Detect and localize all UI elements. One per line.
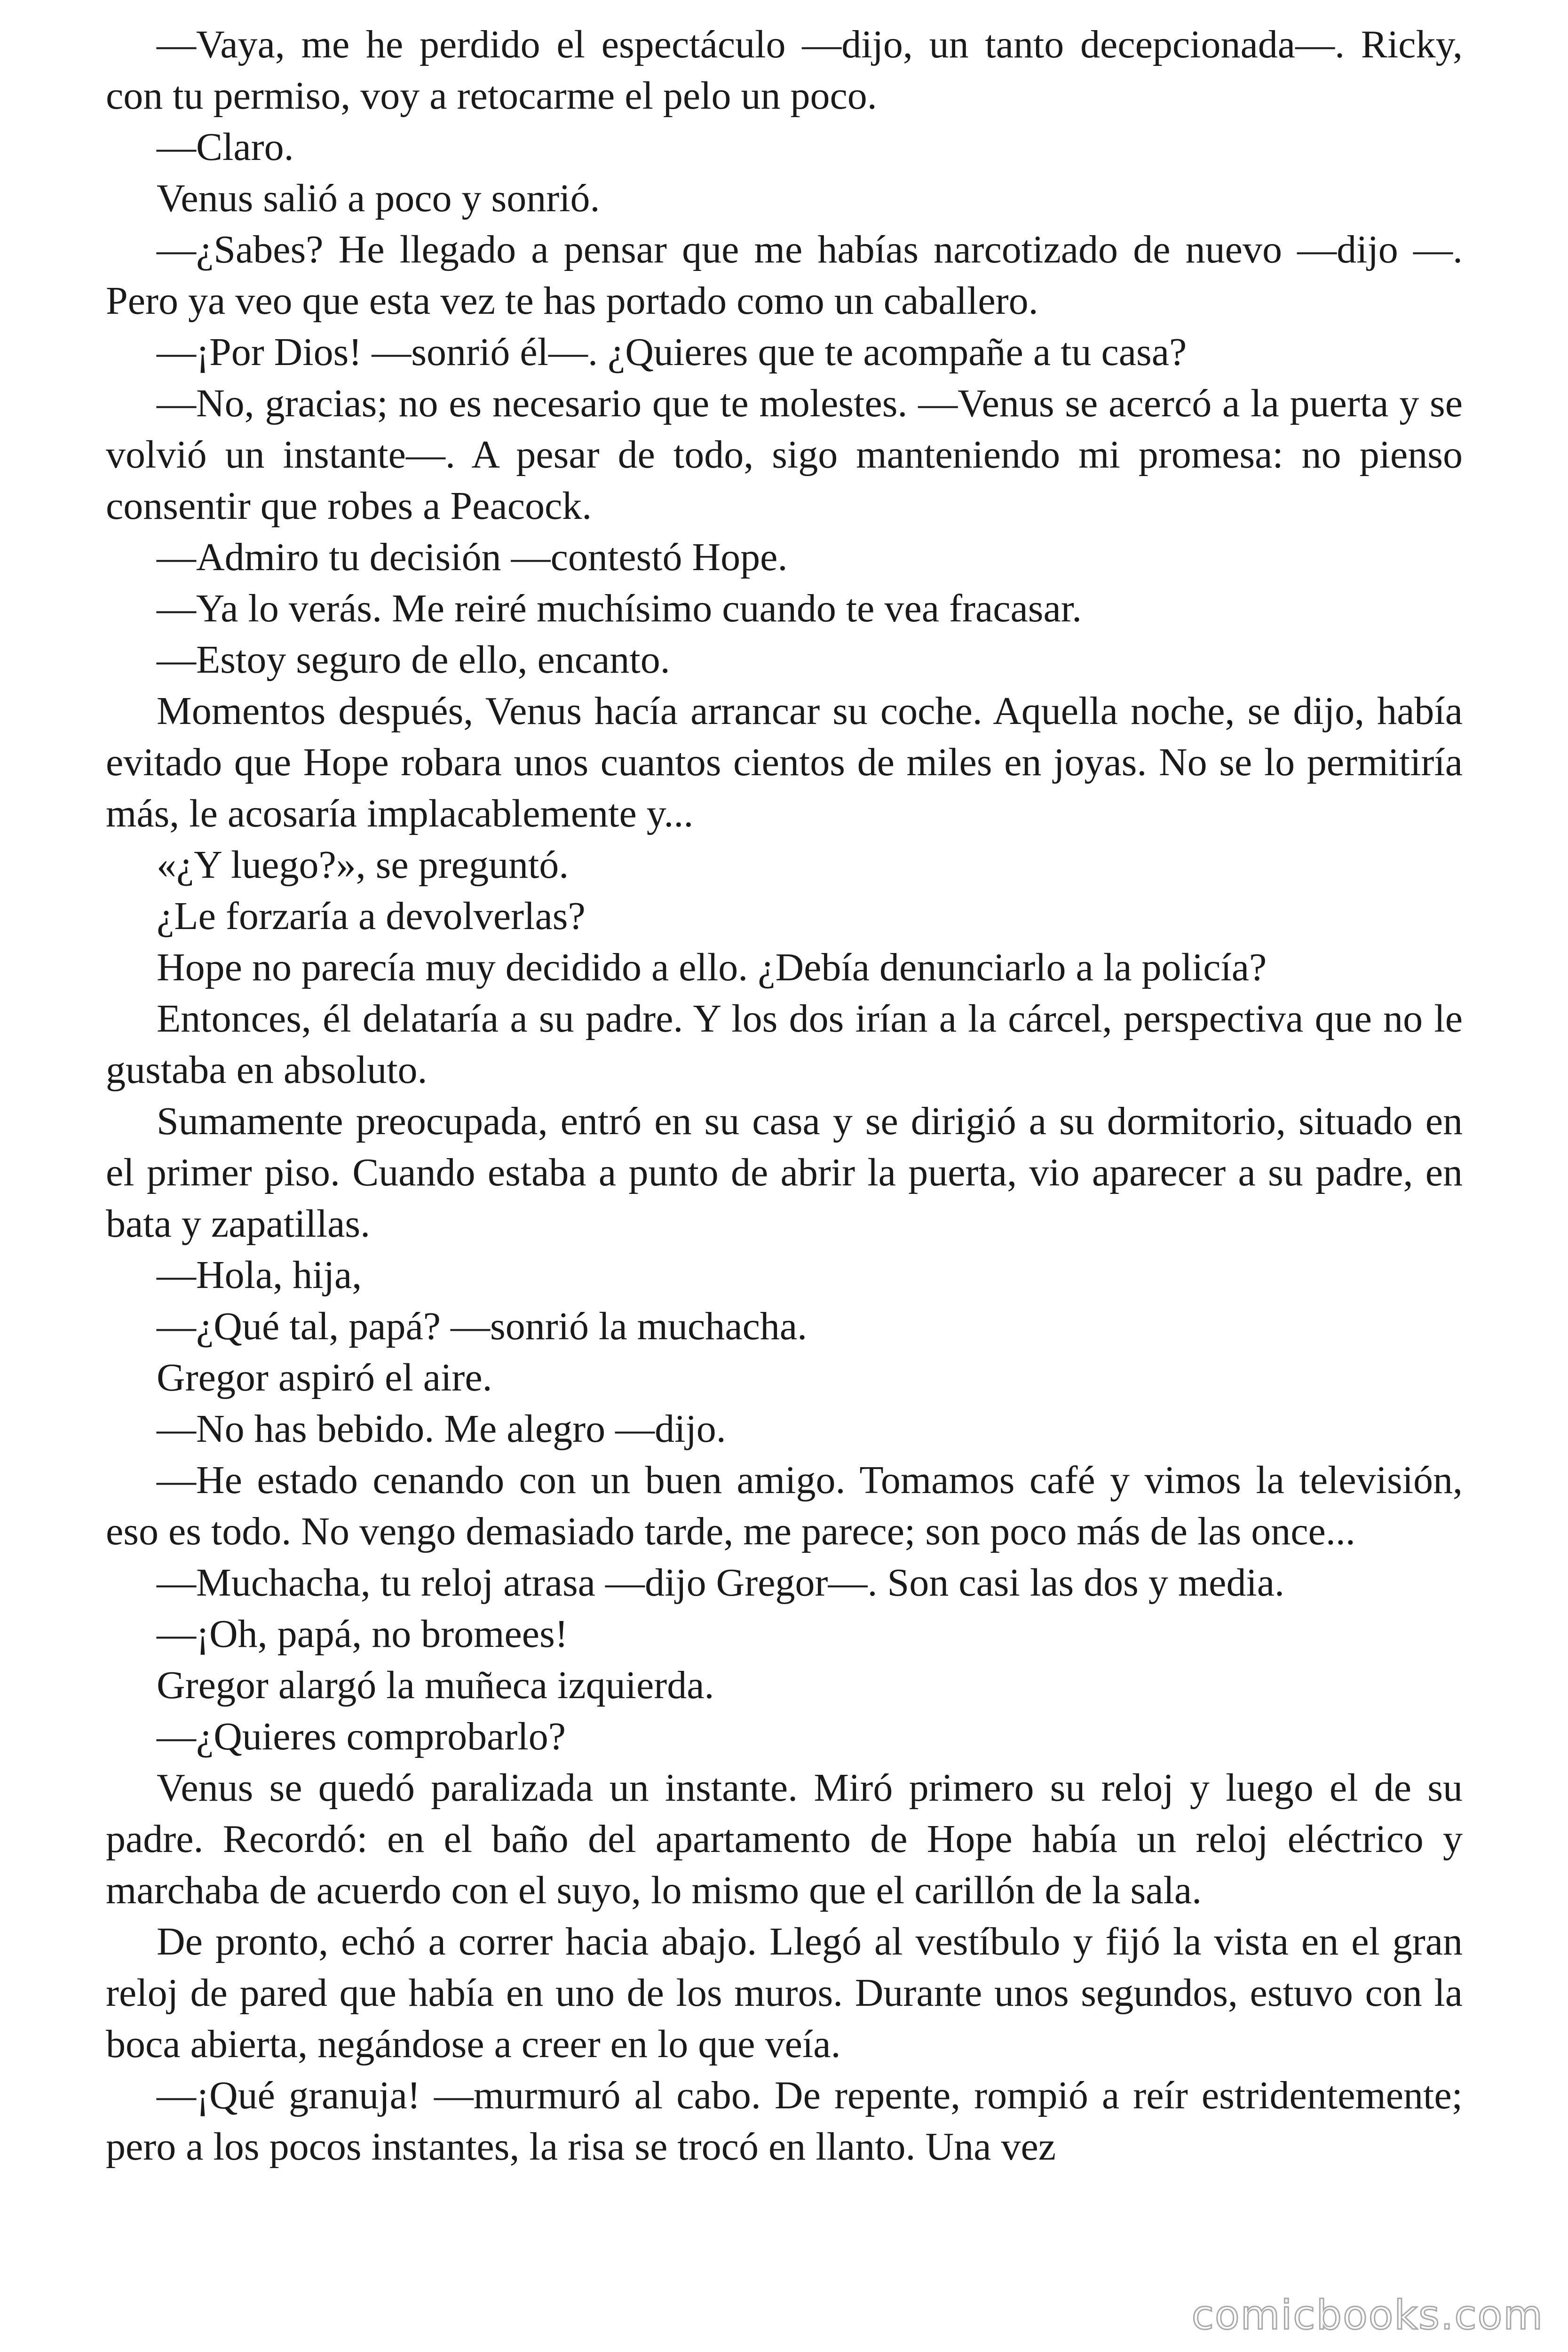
paragraph: Gregor alargó la muñeca izquierda.	[157, 1663, 714, 1707]
paragraph: —¿Qué tal, papá? —sonrió la muchacha.	[157, 1304, 808, 1348]
paragraph: —Vaya, me he perdido el espectáculo —dijo, un tanto decepcionada—. Ricky, con tu permiso, voy a retocarme el pelo un poco.	[106, 23, 1463, 118]
paragraph: Sumamente preocupada, entró en su casa y se dirigió a su dormitorio, situado en el primer piso. Cuando estaba a punto de abrir la puerta, vio aparecer a su padre, en bata y zapatillas.	[106, 1099, 1463, 1246]
paragraph: —¡Por Dios! —sonrió él—. ¿Quieres que te acompañe a tu casa?	[157, 330, 1187, 374]
paragraph: Venus se quedó paralizada un instante. Miró primero su reloj y luego el de su padre. Recordó: en el baño del apartamento de Hope había un reloj eléctrico y marchaba de acuerdo con el suyo, lo mismo que el carillón de la sala.	[106, 1766, 1463, 1912]
paragraph: «¿Y luego?», se preguntó.	[157, 843, 569, 887]
paragraph: —He estado cenando con un buen amigo. Tomamos café y vimos la televisión, eso es todo. No vengo demasiado tarde, me parece; son poco más de las once...	[106, 1458, 1463, 1553]
paragraph: —No, gracias; no es necesario que te molestes. —Venus se acercó a la puerta y se volvió un instante—. A pesar de todo, sigo manteniendo mi promesa: no pienso consentir que robes a Peacock.	[106, 381, 1463, 528]
paragraph: —¿Quieres comprobarlo?	[157, 1715, 566, 1758]
paragraph: —¡Qué granuja! —murmuró al cabo. De repente, rompió a reír estridentemente; pero a los pocos instantes, la risa se trocó en llanto. Una vez	[106, 2074, 1463, 2169]
paragraph: —Ya lo verás. Me reiré muchísimo cuando te vea fracasar.	[157, 587, 1082, 630]
paragraph: Entonces, él delataría a su padre. Y los dos irían a la cárcel, perspectiva que no le gustaba en absoluto.	[106, 997, 1463, 1092]
paragraph: Hope no parecía muy decidido a ello. ¿Debía denunciarlo a la policía?	[157, 946, 1267, 989]
paragraph: Gregor aspiró el aire.	[157, 1356, 492, 1399]
paragraph: —Hola, hija,	[157, 1253, 362, 1297]
watermark: comicbooks.com	[1191, 2292, 1544, 2339]
paragraph: —Muchacha, tu reloj atrasa —dijo Gregor—. Son casi las dos y media.	[157, 1561, 1285, 1605]
page-text	[106, 19, 1463, 2172]
paragraph: —Claro.	[157, 125, 294, 169]
paragraph: ¿Le forzaría a devolverlas?	[157, 894, 586, 938]
paragraph: Venus salió a poco y sonrió.	[157, 176, 600, 220]
paragraph: —Admiro tu decisión —contestó Hope.	[157, 535, 788, 579]
paragraph: —¿Sabes? He llegado a pensar que me habías narcotizado de nuevo —dijo —. Pero ya veo que esta vez te has portado como un caballero.	[106, 228, 1463, 323]
paragraph: Momentos después, Venus hacía arrancar su coche. Aquella noche, se dijo, había evitado que Hope robara unos cuantos cientos de miles en joyas. No se lo permitiría más, le acosaría implacablemente y...	[106, 689, 1463, 835]
paragraph: —Estoy seguro de ello, encanto.	[157, 638, 670, 682]
paragraph: De pronto, echó a correr hacia abajo. Llegó al vestíbulo y fijó la vista en el gran reloj de pared que había en uno de los muros. Durante unos segundos, estuvo con la boca abierta, negándose a creer en lo que veía.	[106, 1920, 1463, 2066]
paragraph: —¡Oh, papá, no bromees!	[157, 1612, 568, 1656]
paragraph: —No has bebido. Me alegro —dijo.	[157, 1407, 726, 1451]
